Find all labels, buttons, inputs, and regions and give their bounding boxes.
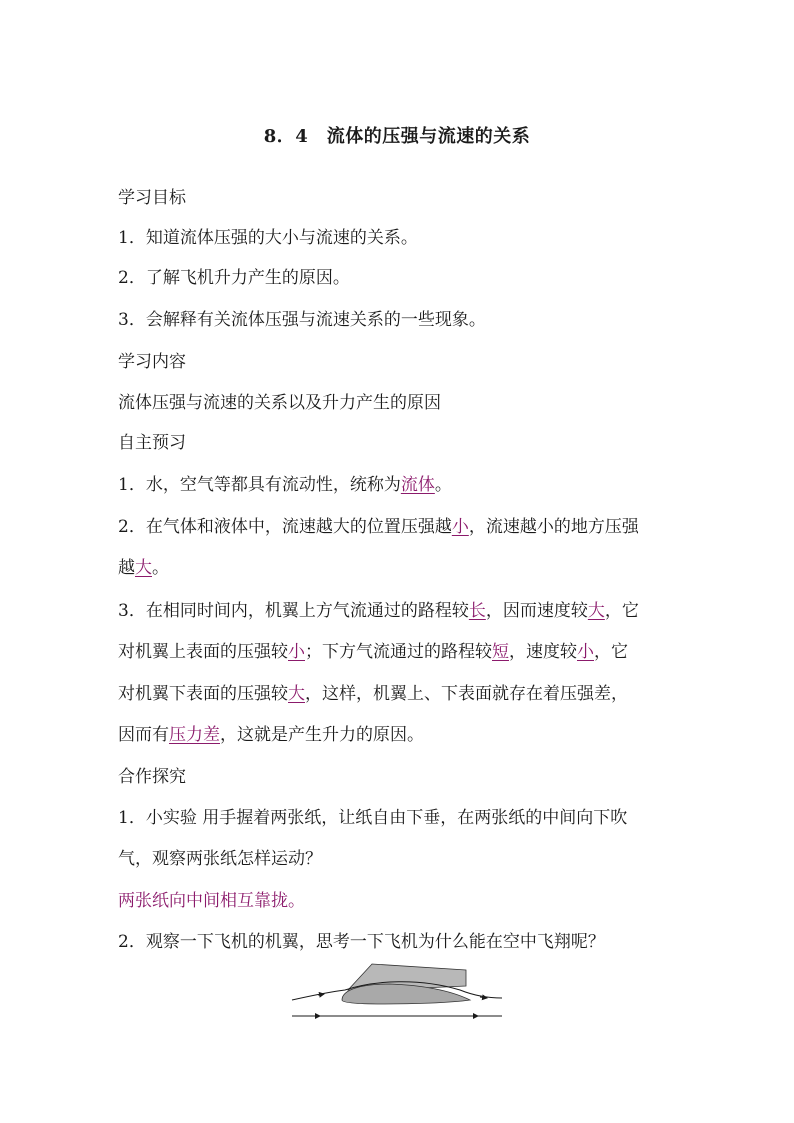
question-text: ，这样，机翼上、下表面就存在着压强差，: [305, 684, 628, 704]
question-text: 。: [434, 475, 452, 495]
preview-question-2-line-1: [118, 515, 688, 539]
question-text: ，流速越小的地方压强: [468, 517, 639, 537]
answer-blank: 短: [492, 642, 509, 662]
answer-blank: 大: [135, 558, 152, 578]
objective-item-3: 3．会解释有关流体压强与流速关系的一些现象。: [118, 310, 486, 330]
preview-heading: 自主预习: [118, 433, 186, 453]
question-text: 因而有: [118, 725, 169, 745]
explore-question-1-line-2: 气，观察两张纸怎样运动？: [118, 849, 322, 869]
objectives-heading: 学习目标: [118, 188, 186, 208]
question-text: ，因而速度较: [485, 601, 588, 621]
question-text: 对机翼下表面的压强较: [118, 684, 288, 704]
answer-blank: 长: [468, 601, 486, 621]
question-text: 越: [118, 558, 135, 578]
question-text: ，这就是产生升力的原因。: [220, 725, 424, 745]
answer-blank: 小: [451, 517, 469, 537]
question-text: 对机翼上表面的压强较: [118, 642, 288, 662]
explore-question-1-answer: 两张纸向中间相互靠拢。: [118, 891, 305, 911]
preview-question-3-line-2: [118, 640, 688, 664]
question-text: ，它: [594, 642, 628, 662]
explore-question-1-line-1: 1．小实验 用手握着两张纸，让纸自由下垂，在两张纸的中间向下吹: [118, 808, 628, 828]
page-title: 8．4 流体的压强与流速的关系: [263, 126, 531, 147]
airplane-wing-diagram: [290, 962, 504, 1022]
content-text: 流体压强与流速的关系以及升力产生的原因: [118, 393, 441, 413]
answer-blank: 大: [288, 684, 305, 704]
answer-blank: 小: [288, 642, 305, 662]
question-text: ，它: [604, 601, 639, 621]
question-text: ；下方气流通过的路程较: [305, 642, 492, 662]
preview-question-3-line-3: [118, 682, 688, 706]
answer-blank: 压力差: [169, 725, 220, 745]
question-text: 3．在相同时间内，机翼上方气流通过的路程较: [118, 601, 469, 621]
question-text: ，速度较: [509, 642, 577, 662]
preview-question-3-line-4: [118, 723, 688, 747]
preview-question-2-line-2: [118, 556, 688, 580]
preview-question-1: [118, 473, 688, 497]
answer-blank: 大: [587, 601, 605, 621]
explore-heading: 合作探究: [118, 767, 186, 787]
objective-item-2: 2．了解飞机升力产生的原因。: [118, 268, 350, 288]
content-heading: 学习内容: [118, 352, 186, 372]
answer-blank: 小: [577, 642, 594, 662]
question-text: 1．水，空气等都具有流动性，统称为: [118, 475, 401, 495]
question-text: 2．在气体和液体中，流速越大的位置压强越: [118, 517, 452, 537]
question-text: 。: [152, 558, 169, 578]
objective-item-1: 1．知道流体压强的大小与流速的关系。: [118, 228, 418, 248]
answer-blank: 流体: [400, 475, 435, 495]
preview-question-3-line-1: [118, 599, 688, 623]
explore-question-2: 2．观察一下飞机的机翼，思考一下飞机为什么能在空中飞翔呢？: [118, 932, 605, 952]
